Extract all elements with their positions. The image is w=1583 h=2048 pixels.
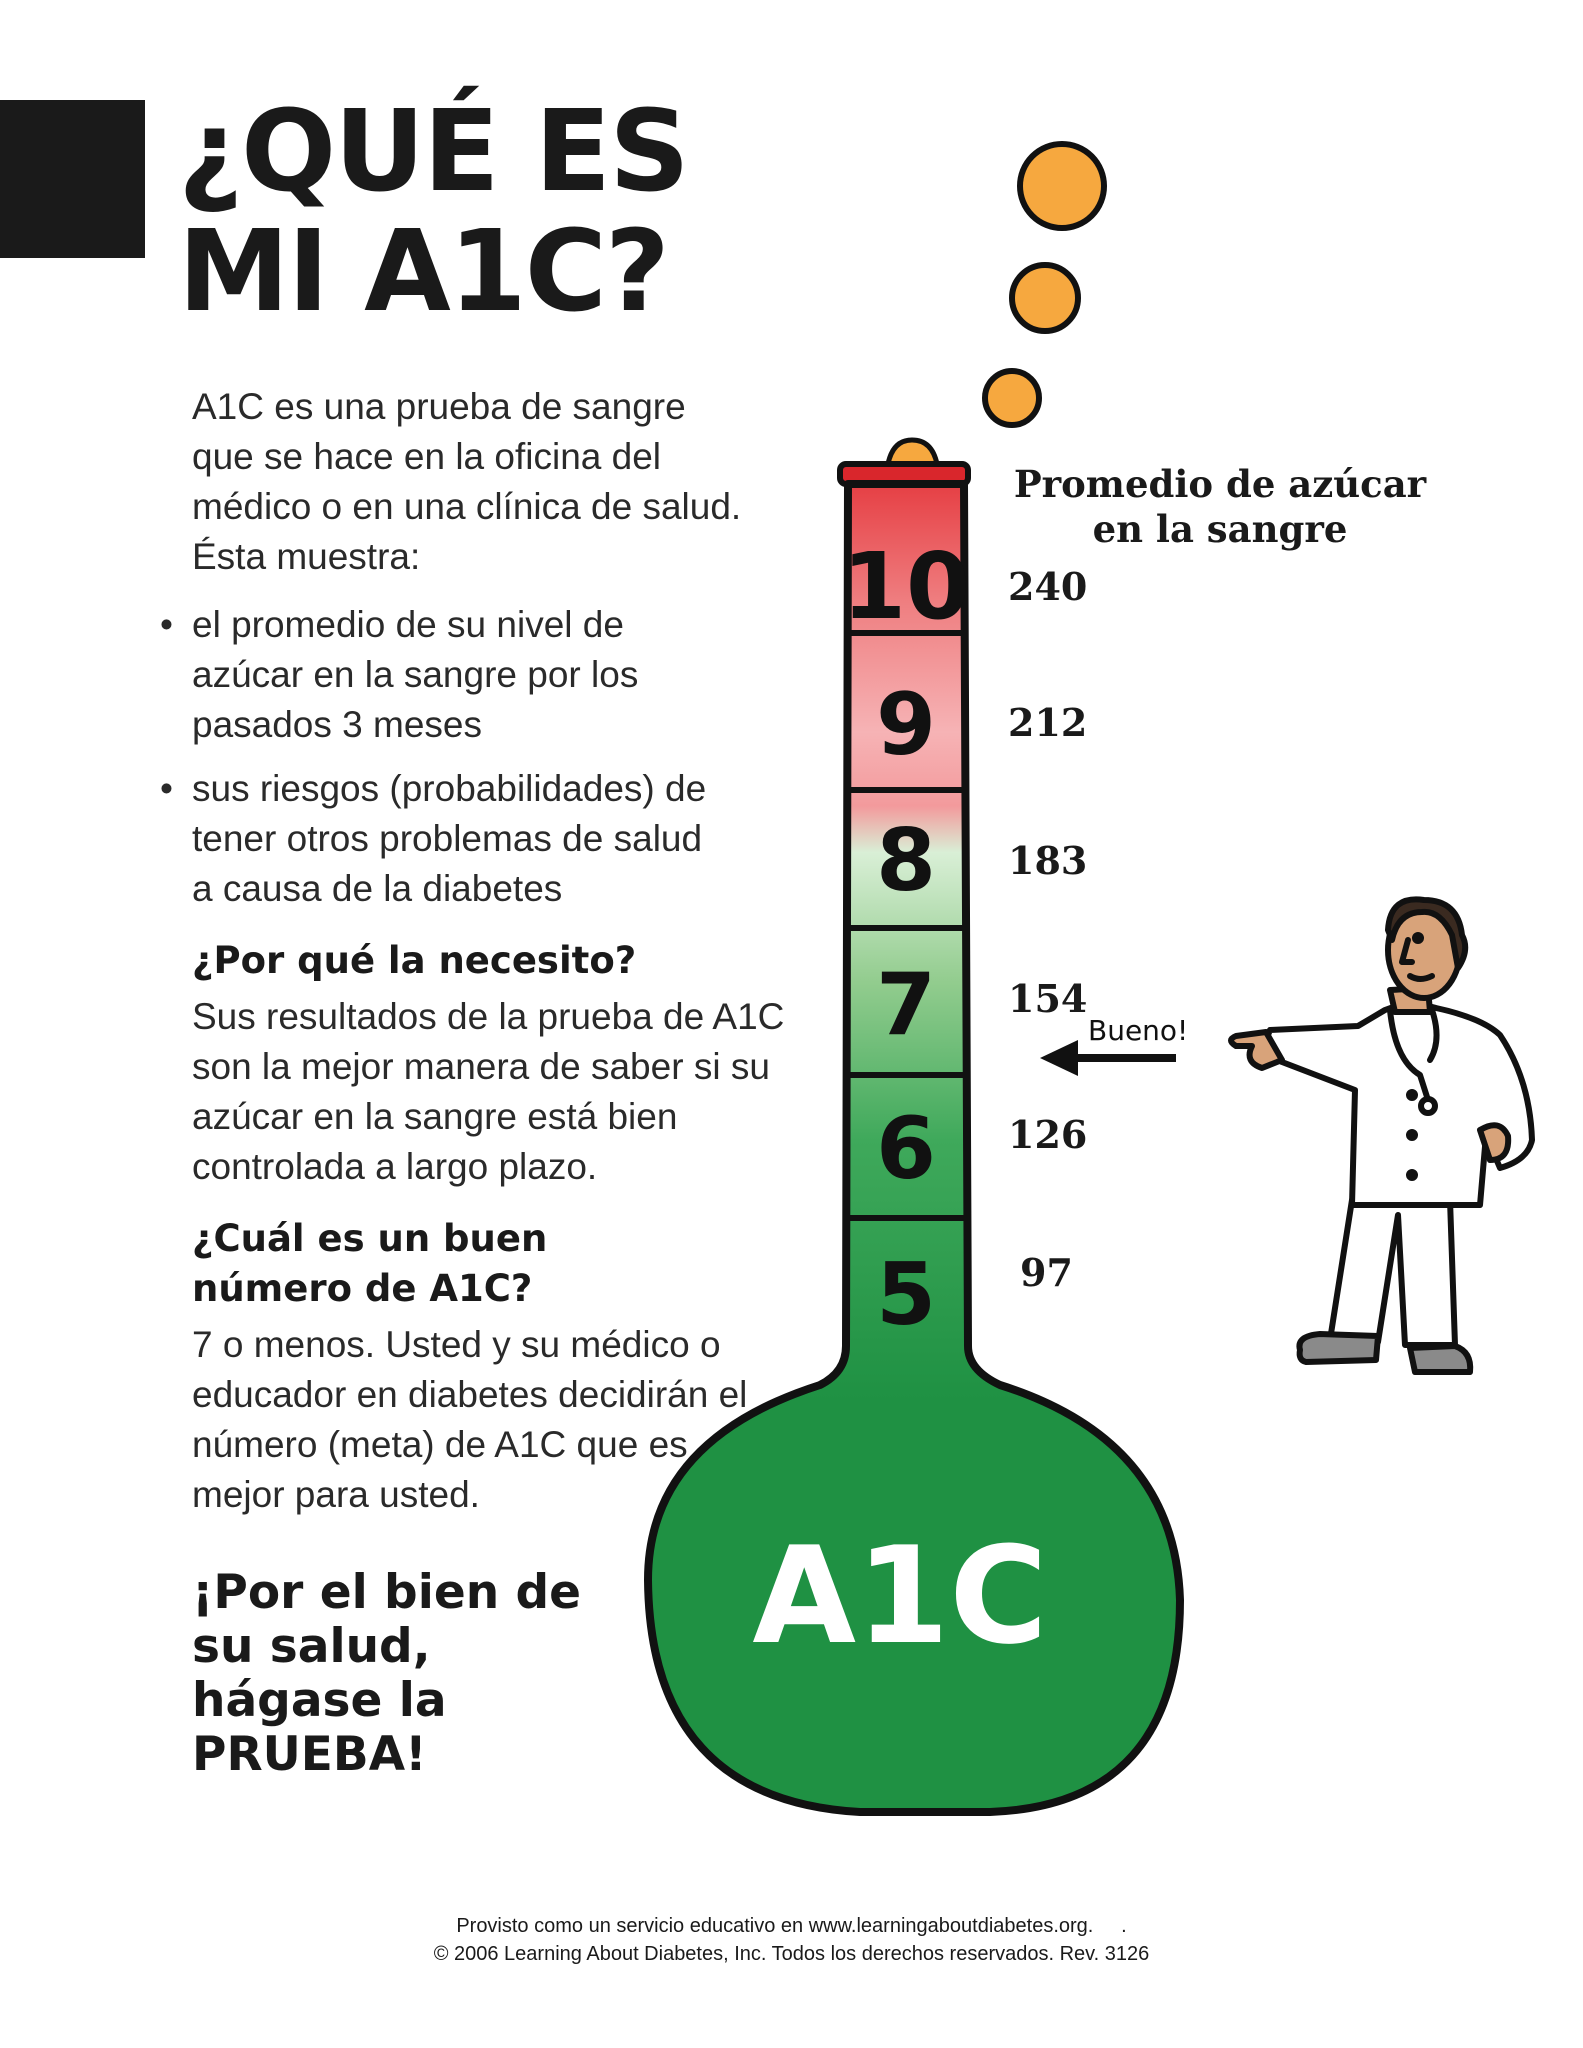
sugar-value-240: 240 [1008, 564, 1088, 609]
sugar-value-97: 97 [1020, 1250, 1073, 1295]
bullet-text: el promedio de su nivel de azúcar en la sangre por los pasados 3 meses [192, 604, 639, 745]
a1c-level-8: 8 [876, 811, 936, 911]
pointer-label: Bueno! [1088, 1014, 1189, 1047]
bubble-icon [1020, 144, 1104, 228]
test-callout: ¡Por el bien de su salud, hágase la PRUEBA! [192, 1565, 582, 1782]
title-line-1: ¿QUÉ ES [178, 87, 688, 217]
bulb-label: A1C [752, 1518, 1048, 1674]
blood-sugar-scale-heading: Promedio de azúcar en la sangre [1013, 462, 1427, 551]
why-heading: ¿Por qué la necesito? [192, 939, 637, 982]
bullet-text: sus riesgos (probabilidades) de tener otros problemas de salud a causa de la diabetes [192, 768, 707, 909]
footer [0, 1912, 1583, 1968]
good-number-text: 7 o menos. Usted y su médico o educador en diabetes decidirán el número (meta) de A1C que es mejor para usted. [192, 1324, 748, 1515]
bubble-icon [985, 371, 1039, 425]
footer-line-2: © 2006 Learning About Diabetes, Inc. Todos los derechos reservados. Rev. 3126 [433, 1943, 1150, 1965]
a1c-level-5: 5 [876, 1245, 936, 1345]
a1c-level-9: 9 [876, 675, 936, 775]
bullet-icon: • [160, 604, 173, 645]
footer-line-1: Provisto como un servicio educativo en www.learningaboutdiabetes.org. . [456, 1915, 1127, 1937]
doctor-icon [1231, 899, 1532, 1372]
a1c-level-10: 10 [841, 533, 971, 640]
cap-bubble-icon [888, 440, 937, 464]
why-text: Sus resultados de la prueba de A1C son la mejor manera de saber si su azúcar en la sangre está bien controlada a largo plazo. [192, 996, 785, 1187]
sugar-value-126: 126 [1008, 1112, 1088, 1157]
a1c-level-6: 6 [876, 1099, 936, 1199]
intro-paragraph: A1C es una prueba de sangre que se hace en la oficina del médico o en una clínica de salud. Ésta muestra: [192, 386, 742, 577]
bubble-icon [1012, 265, 1078, 331]
title-line-2: MI A1C? [178, 207, 668, 337]
bullet-icon: • [160, 768, 173, 809]
sugar-value-212: 212 [1008, 700, 1088, 745]
sugar-value-154: 154 [1008, 976, 1088, 1021]
a1c-level-7: 7 [876, 955, 936, 1055]
sugar-value-183: 183 [1008, 838, 1088, 883]
arrow-head-icon [1040, 1040, 1078, 1076]
good-number-heading: ¿Cuál es un buen número de A1C? [192, 1217, 548, 1310]
